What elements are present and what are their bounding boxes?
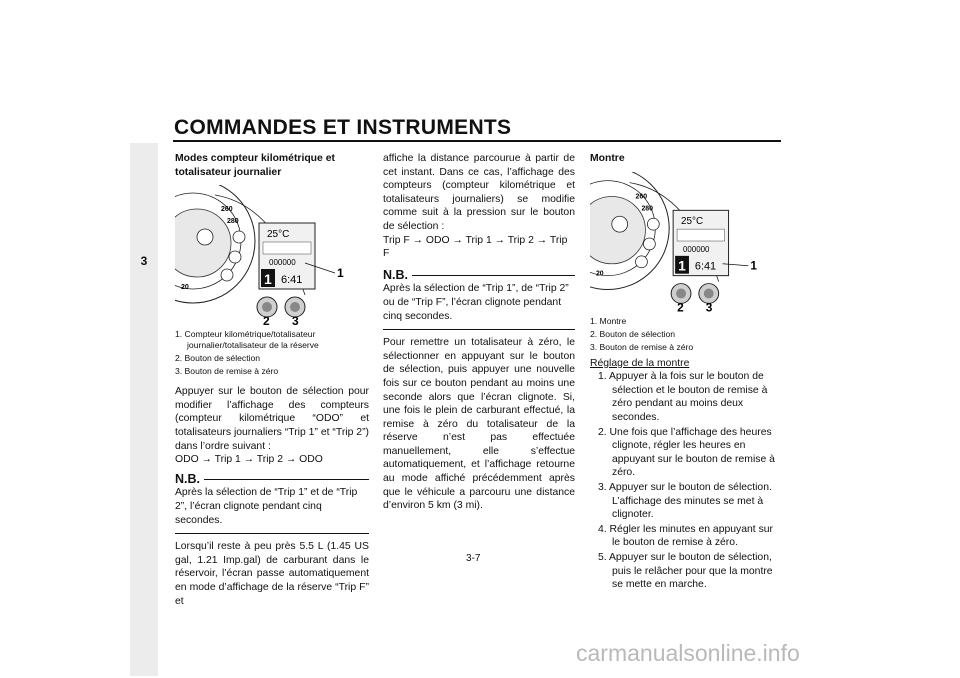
note-text: Après la sélection de “Trip 1”, de “Trip 2” ou de “Trip F”, l’écran clignote pendant cinq secondes.: [383, 283, 569, 322]
page-number: 3-7: [466, 553, 481, 564]
instrument-figure-odometer: [175, 185, 369, 325]
lcd-odometer: 000000: [269, 258, 296, 268]
body-text-reset: Pour remettre un totalisateur à zéro, le sélectionner en appuyant sur le bouton de sélection, puis appuyer une nouvelle fois sur ce bouton pendant au moins une seconde alors que l’écran clignote. Si, une fois le plein de carburant effectué, la remise à zéro du totalisateur de la réserve n’est pas effectuée manuellement, elle s’effectue automatiquement, et l’affichage retourne au mode affiché précédemment après que le véhicule a parcouru une distance d’environ 5 km (3 mi).: [383, 337, 575, 512]
caption-item: 3. Bouton de remise à zéro: [590, 341, 694, 352]
lcd-temperature: 25°C: [681, 215, 704, 227]
middle-column: [383, 152, 575, 513]
lcd-trip-digit: 1: [264, 271, 272, 288]
gauge-label-20: 20: [595, 270, 604, 278]
note-label: N.B.: [383, 267, 408, 282]
chapter-tab: [130, 143, 158, 676]
gauge-label-20: 20: [181, 284, 189, 292]
step-item: 1. Appuyer à la fois sur le bouton de sélection et le bouton de remise à zéro pendant au moins deux secondes.: [598, 371, 768, 423]
callout-1: 1: [337, 266, 344, 281]
caption-item: 1. Montre: [590, 315, 627, 326]
figure-captions: [175, 329, 369, 377]
lcd-trip-digit: 1: [678, 257, 686, 274]
watermark: carmanualsonline.info: [576, 640, 800, 666]
note-label: N.B.: [175, 471, 200, 486]
lcd-clock: 6:41: [694, 260, 717, 273]
instrument-figure-clock: [590, 172, 782, 312]
callout-2: 2: [677, 299, 684, 312]
subheading-clock-setting: Réglage de la montre: [590, 357, 690, 369]
section-heading-odometer: Modes compteur kilométrique et totalisateur journalier: [175, 153, 335, 178]
indicator-icon: [233, 231, 245, 243]
left-column: [175, 152, 369, 608]
caption-item: 1. Compteur kilométrique/totalisateur journalier/totalisateur de la réserve: [175, 329, 319, 351]
note-end-rule: [175, 533, 369, 534]
header-rule: [173, 140, 781, 142]
note-header: [383, 269, 575, 283]
gauge-label-280: 280: [641, 204, 653, 212]
note-end-rule: [383, 329, 575, 330]
callout-3: 3: [292, 314, 299, 326]
section-heading-clock: Montre: [590, 153, 625, 164]
chapter-number: 3: [140, 254, 148, 268]
caption-item: 3. Bouton de remise à zéro: [175, 366, 279, 377]
callout-2: 2: [263, 314, 270, 326]
step-item: 3. Appuyer sur le bouton de sélection. L’affichage des minutes se met à clignoter.: [598, 481, 772, 521]
figure-captions: [590, 316, 782, 353]
lcd-clock: 6:41: [281, 274, 303, 287]
caption-item: 2. Bouton de sélection: [590, 328, 676, 339]
indicator-icon: [647, 218, 659, 230]
page-title: COMMANDES ET INSTRUMENTS: [174, 116, 512, 139]
step-item: 2. Une fois que l’affichage des heures clignote, régler les heures en appuyant sur le bouton de remise à zéro.: [598, 426, 775, 479]
gauge-label-280: 280: [227, 218, 239, 226]
indicator-icon: [221, 269, 233, 281]
step-item: 5. Appuyer sur le bouton de sélection, puis le relâcher pour que la montre se mette en marche.: [598, 551, 773, 591]
clock-setting-steps: [590, 370, 782, 592]
indicator-icon: [229, 251, 241, 263]
gauge-label-260: 260: [221, 206, 233, 214]
caption-item: 2. Bouton de sélection: [175, 353, 261, 364]
lcd-temperature: 25°C: [267, 229, 290, 241]
callout-3: 3: [705, 299, 713, 312]
gauge-label-260: 260: [635, 193, 648, 201]
step-item: 4. Régler les minutes en appuyant sur le bouton de remise à zéro.: [598, 523, 774, 549]
indicator-icon: [643, 238, 655, 250]
callout-1: 1: [750, 258, 757, 273]
lcd-odometer: 000000: [683, 244, 710, 254]
right-column: [590, 152, 782, 593]
mode-sequence: Trip F → ODO → Trip 1 → Trip 2 → Trip F: [383, 234, 568, 260]
body-text: affiche la distance parcourue à partir de cet instant. Dans ce cas, l’affichage des compteurs (compteur kilométrique et totalisateurs journaliers) se modifie comme suit à la pression sur le bouton de sélection :: [383, 153, 575, 232]
note-text: Après la sélection de “Trip 1” et de “Trip 2”, l’écran clignote pendant cinq secondes.: [175, 487, 358, 526]
body-text-reserve: Lorsqu’il reste à peu près 5.5 L (1.45 US gal, 1.21 Imp.gal) de carburant dans le réservoir, l’écran passe automatiquement en mode d’affichage de la réserve “Trip F” et: [175, 541, 369, 607]
note-header: [175, 473, 369, 487]
indicator-icon: [636, 255, 648, 267]
body-text: Appuyer sur le bouton de sélection pour modifier l’affichage des compteurs (compteur kilométrique “ODO” et totalisateurs journaliers “Trip 1” et “Trip 2”) dans l’ordre suivant :: [175, 386, 369, 452]
mode-sequence: ODO → Trip 1 → Trip 2 → ODO: [175, 454, 323, 466]
